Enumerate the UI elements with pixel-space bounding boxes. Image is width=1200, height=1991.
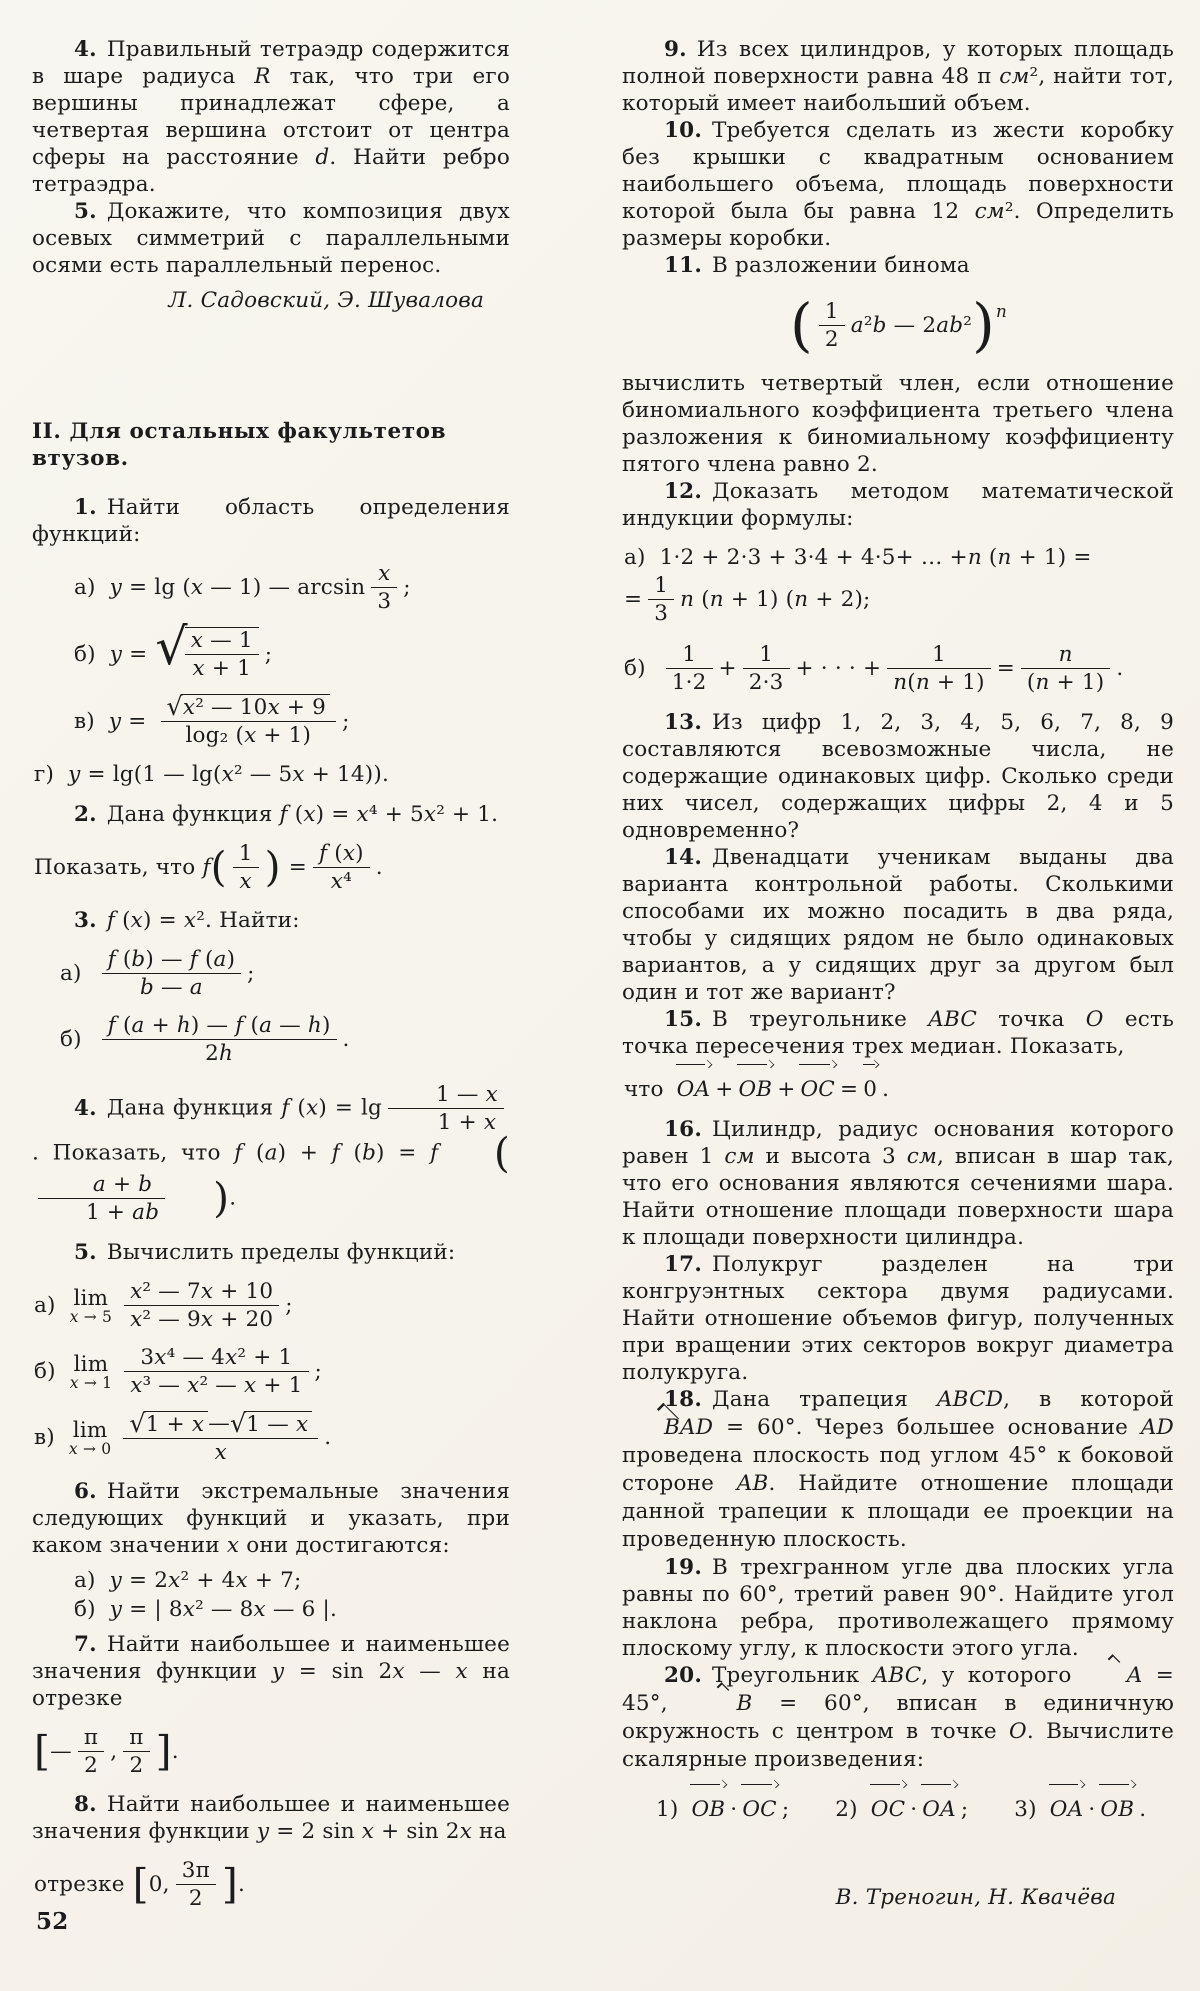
problem-7-minmax <box>32 1631 510 1712</box>
numerator <box>161 691 337 722</box>
fraction <box>233 841 259 894</box>
item-label: г) <box>34 762 55 787</box>
right-bracket: ] <box>155 1726 172 1775</box>
numerator: x² — 7x + 10 <box>124 1279 279 1306</box>
numerator: 1 <box>887 642 990 669</box>
formula-8-interval <box>32 1858 510 1911</box>
denominator: 2 <box>824 327 839 352</box>
item-label: б) <box>60 1027 82 1052</box>
limit-operator <box>70 1285 112 1326</box>
angle-hat-B: B <box>694 1690 752 1718</box>
numerator: π <box>78 1725 104 1752</box>
fraction <box>102 947 242 1000</box>
page-number: 52 <box>36 1908 69 1935</box>
item-label: б) <box>34 1358 56 1384</box>
equals: = <box>996 656 1015 681</box>
denominator: 2h <box>205 1041 234 1066</box>
vector-OB: OB <box>1098 1790 1136 1830</box>
problem-text: В разложении бинома <box>712 253 970 278</box>
problem-number: 4. <box>74 37 97 62</box>
item-label: а) <box>60 961 82 986</box>
problem-text: Двенадцати ученикам выданы два варианта контрольной работы. Сколькими способами их можно посадить в два ряда, чтобы у сидящих рядом не было одинаковых вариантов, а у сидящих друг за другом был один и тот же вариант? <box>622 845 1174 1005</box>
problem-9-cylinders <box>622 36 1174 117</box>
formula-segment: . Показать, что f (a) + f (b) = f <box>32 1140 439 1166</box>
formula-segment: y = | 8x² — 8x — 6 |. <box>109 1596 338 1622</box>
formula-1c <box>32 691 510 748</box>
formula-segment: . <box>238 1871 246 1897</box>
problem-number: 5. <box>74 1239 97 1265</box>
denominator: 2 <box>84 1752 98 1778</box>
formula-segment: ; <box>285 1292 293 1318</box>
problem-19-trihedral <box>622 1554 1174 1662</box>
problem-number: 9. <box>664 37 687 62</box>
plus-sign: + <box>715 1077 734 1102</box>
problem-text: Треугольник ABC, у которого <box>712 1663 1072 1688</box>
semicolon: ; <box>781 1797 790 1822</box>
problem-text: Из всех цилиндров, у которых площадь полной поверхности равна 48 π см², найти тот, который имеет наибольший объем. <box>622 37 1174 116</box>
problem-text: Из цифр 1, 2, 3, 4, 5, 6, 7, 8, 9 составляются всевозможные числа, не содержащие одинаковых цифр. Сколько среди них чисел, содержащих цифры 2, 4 и 5 одновременно? <box>622 710 1174 843</box>
fraction <box>78 1725 104 1778</box>
problem-number: 16. <box>664 1117 703 1142</box>
fraction <box>666 642 713 695</box>
dot-product: · <box>730 1797 738 1822</box>
period: . <box>1139 1797 1147 1822</box>
problem-text: f (x) = x². Найти: <box>106 908 300 933</box>
fraction <box>176 1858 216 1911</box>
lim-word: lim <box>73 1285 109 1311</box>
problem-number: 4. <box>74 1095 97 1121</box>
lim-subscript: x → 5 <box>69 1307 113 1326</box>
numerator: 1 — x <box>388 1082 504 1109</box>
fraction <box>743 642 790 695</box>
right-paren: ) <box>972 291 995 360</box>
problem-number: 7. <box>74 1631 97 1657</box>
formula-segment: . <box>882 1077 890 1102</box>
formula-1g <box>32 761 510 788</box>
radical-sign: √ <box>229 1407 247 1438</box>
numerator: f (a + h) — f (a — h) <box>102 1013 337 1040</box>
lim-word: lim <box>73 1351 109 1377</box>
formula-1b <box>32 617 510 681</box>
problem-18-trapezoid <box>622 1386 1174 1554</box>
denominator: x² — 9x + 20 <box>130 1306 274 1332</box>
problem-number: 1. <box>74 495 97 520</box>
item-label: а) <box>74 1567 96 1593</box>
formula-2-show <box>32 841 510 894</box>
numerator: 1 <box>233 841 259 868</box>
formula-segment: y = <box>108 708 147 734</box>
formula-segment: Дана функция f (x) = lg <box>106 1095 383 1121</box>
problem-text: Найти экстремальные значения следующих функций и указать, при каком значении x они достигаются: <box>32 1478 510 1558</box>
formula-5a <box>32 1279 510 1332</box>
limit-operator <box>69 1417 111 1458</box>
formula-segment: n (n + 1) (n + 2); <box>680 587 871 612</box>
formula-segment: . <box>342 1027 350 1052</box>
problem-text: Дана функция f (x) = x⁴ + 5x² + 1. <box>106 802 499 827</box>
angle-hat-A: A <box>1085 1662 1143 1690</box>
formula-3b <box>32 1013 510 1066</box>
problem-text: Доказать методом математической индукции формулы: <box>622 479 1174 531</box>
left-bracket: [ <box>132 1859 149 1908</box>
lim-subscript: x → 1 <box>69 1373 113 1392</box>
item-label: 2) <box>835 1797 858 1822</box>
numerator <box>123 1407 318 1439</box>
fraction <box>124 1279 279 1332</box>
vector-OA: OA <box>675 1070 713 1110</box>
formula-segment: y = <box>109 641 148 667</box>
denominator: 3 <box>654 601 669 626</box>
formula-12b <box>622 642 1174 695</box>
item-label: а) <box>34 1292 56 1318</box>
problem-number: 5. <box>74 199 97 224</box>
problem-text: = 45°, <box>622 1663 1174 1716</box>
fraction <box>38 1172 165 1225</box>
item-label: б) <box>74 641 96 667</box>
formula-segment: ; <box>247 961 255 986</box>
fraction <box>313 841 370 894</box>
problem-number: 14. <box>664 845 703 870</box>
denominator: 2·3 <box>748 670 784 695</box>
problem-number: 3. <box>74 908 97 933</box>
equals: = <box>624 587 643 612</box>
formula-12a-line2 <box>622 573 1174 626</box>
numerator: 1 <box>666 642 713 669</box>
problem-number: 13. <box>664 710 703 735</box>
plus-sign: + <box>718 656 737 681</box>
problem-text: = 60°. Через большее основание AD проведена плоскость под углом 45° к боковой стороне AB. Найдите отношение площади данной трапеции к площади ее проекции на проведенную плоскость. <box>622 1415 1174 1552</box>
numerator: 1 <box>648 573 674 600</box>
problem-text: Докажите, что композиция двух осевых симметрий с параллельными осями есть параллельный перенос. <box>32 199 510 278</box>
zero: 0, <box>148 1871 170 1897</box>
item-label: в) <box>74 708 95 734</box>
right-paren: ) <box>264 843 281 892</box>
fraction <box>123 1407 318 1465</box>
formula-segment: . <box>171 1738 179 1764</box>
problem-number: 19. <box>664 1555 703 1580</box>
problem-text: В треугольнике ABC точка O есть точка пересечения трех медиан. Показать, <box>622 1007 1174 1059</box>
minus-sign: — <box>50 1738 72 1764</box>
problem-text: Найти область определения функций: <box>32 495 510 547</box>
minus-sign: — <box>208 1410 230 1436</box>
problem-12-induction <box>622 478 1174 532</box>
radical <box>229 1407 312 1438</box>
dot-product: · <box>1088 1797 1096 1822</box>
formula-segment: a²b — 2ab² <box>850 313 973 338</box>
numerator: n <box>1021 642 1110 669</box>
denominator: b — a <box>139 975 203 1000</box>
problem-text: Требуется сделать из жести коробку без крышки с квадратным основанием наибольшего объема, площадь поверхности которой была бы равна 12 см². Определить размеры коробки. <box>622 118 1174 251</box>
right-column <box>622 36 1174 1911</box>
authors-byline-1: Л. Садовский, Э. Шувалова <box>168 288 484 313</box>
denominator: (n + 1) <box>1026 670 1105 695</box>
fraction <box>371 561 397 614</box>
semicolon: ; <box>960 1797 969 1822</box>
denominator: 1·2 <box>671 670 707 695</box>
fraction <box>887 642 990 695</box>
fraction <box>388 1082 504 1135</box>
problem-4-sphere <box>32 36 510 198</box>
numerator: 1 <box>819 299 845 326</box>
lim-word: lim <box>72 1418 108 1444</box>
item-label: в) <box>34 1425 55 1451</box>
authors-byline-2: В. Треногин, Н. Квачёва <box>835 1885 1116 1910</box>
item-label: а) <box>624 545 646 570</box>
problem-16-cylinder-sphere <box>622 1116 1174 1251</box>
problem-number: 12. <box>664 479 703 504</box>
problem-15-medians <box>622 1006 1174 1060</box>
denominator: n(n + 1) <box>893 670 985 695</box>
denominator: x + 1 <box>192 656 251 681</box>
formula-11-binomial <box>622 291 1174 360</box>
formula-segment: y = lg(1 — lg(x² — 5x + 14)). <box>68 762 389 787</box>
radical-sign: √ <box>155 617 188 676</box>
numerator: 3π <box>176 1858 216 1885</box>
problem-text: Найти наибольшее и наименьшее значения функции y = 2 sin x + sin 2x на <box>32 1791 510 1844</box>
numerator: f (x) <box>313 841 370 868</box>
fraction <box>648 573 674 626</box>
left-paren: ( <box>210 843 227 892</box>
formula-1a <box>32 561 510 614</box>
problem-1-domains <box>32 494 510 548</box>
formula-segment: . <box>324 1425 332 1451</box>
fraction <box>102 1013 337 1066</box>
problem-text: Вычислить пределы функций: <box>106 1239 456 1265</box>
formula-segment: . <box>1116 656 1124 681</box>
item-label: б) <box>624 656 646 681</box>
exponent-n: n <box>995 301 1007 321</box>
formula-segment: y = 2x² + 4x + 7; <box>109 1567 302 1593</box>
formula-6a <box>32 1567 510 1594</box>
formula-segment: что <box>624 1077 664 1102</box>
problem-text: В трехгранном угле два плоских угла равны по 60°, третий равен 90°. Найдите угол наклона ребра, противолежащего прямому плоскому углу, к плоскости этого угла. <box>622 1555 1174 1661</box>
radicand: 1 + x <box>144 1411 209 1437</box>
problem-5-symmetry <box>32 198 510 279</box>
problem-number: 2. <box>74 802 97 827</box>
left-bracket: [ <box>34 1726 51 1775</box>
problem-4-lg-function <box>32 1082 510 1225</box>
formula-5c <box>32 1407 510 1465</box>
radical <box>166 691 331 721</box>
formula-segment: отрезке <box>34 1871 125 1897</box>
formula-6b <box>32 1596 510 1623</box>
formula-segment: ; <box>314 1358 322 1384</box>
numerator: f (b) — f (a) <box>102 947 242 974</box>
angle-hat-BAD: BAD <box>622 1414 713 1442</box>
formula-segment: 1·2 + 2·3 + 3·4 + 4·5+ … +n (n + 1) = <box>659 545 1092 570</box>
denominator: 2 <box>129 1752 144 1778</box>
denominator: 3 <box>377 589 392 614</box>
lim-subscript: x → 0 <box>68 1440 112 1459</box>
problem-10-box <box>622 117 1174 252</box>
problem-text: Найти наибольшее и наименьшее значения функции y = sin 2x — x на отрезке <box>32 1631 510 1711</box>
problem-text: Цилиндр, радиус основания которого равен 1 см и высота 3 см, вписан в шар так, что его основания являются сечениями шара. Найти отношение площади поверхности шара к площади поверхности цилиндра. <box>622 1117 1174 1250</box>
radical-sign: √ <box>129 1407 146 1438</box>
numerator: 1 <box>743 642 790 669</box>
vector-OC: OC <box>740 1790 778 1830</box>
right-paren: ) <box>213 1173 230 1222</box>
comma: , <box>110 1738 118 1764</box>
numerator: a + b <box>38 1172 165 1199</box>
problem-text: = 60°, вписан в единичную окружность с центром в точке O. Вычислите скалярные произведения: <box>622 1691 1174 1772</box>
problem-number: 10. <box>664 118 703 143</box>
formula-segment: y = lg (x — 1) — arcsin <box>109 575 366 600</box>
section-heading: II. Для остальных факультетов втузов. <box>32 419 447 471</box>
problem-5-limits <box>32 1239 510 1266</box>
dot-product: · <box>910 1797 918 1822</box>
formula-segment: ; <box>264 641 273 667</box>
item-label: б) <box>74 1596 96 1622</box>
radical <box>155 617 264 681</box>
radical <box>129 1407 208 1438</box>
problem-17-semicircle <box>622 1251 1174 1386</box>
problem-number: 20. <box>664 1663 703 1688</box>
problem-8-minmax <box>32 1791 510 1845</box>
formula-20-products <box>622 1790 1174 1830</box>
problem-14-students <box>622 844 1174 1006</box>
denominator: 1 + ab <box>86 1199 160 1225</box>
item-label: а) <box>74 575 96 600</box>
fraction <box>185 627 259 681</box>
vector-OA: OA <box>920 1790 958 1830</box>
vector-OA: OA <box>1048 1790 1086 1830</box>
problem-number: 15. <box>664 1007 703 1032</box>
radical-sign: √ <box>166 691 183 721</box>
denominator: log₂ (x + 1) <box>185 723 312 748</box>
equals: = <box>288 855 308 880</box>
item-label: 3) <box>1014 1797 1037 1822</box>
formula-segment: . <box>229 1185 237 1211</box>
formula-15-vectors <box>622 1070 1174 1110</box>
formula-3a <box>32 947 510 1000</box>
left-column <box>32 36 510 1924</box>
formula-5b <box>32 1345 510 1398</box>
problem-text: Правильный тетраэдр содержится в шаре радиуса R так, что три его вершины принадлежат сфере, а четвертая вершина отстоит от центра сферы на расстояние d. Найти ребро тетраэдра. <box>32 37 510 197</box>
limit-operator <box>70 1351 112 1392</box>
formula-7-interval <box>32 1725 510 1778</box>
right-bracket: ] <box>221 1859 239 1908</box>
formula-segment: Показать, что f <box>34 855 211 880</box>
dots: + · · · + <box>795 656 882 681</box>
denominator: x³ — x² — x + 1 <box>130 1372 303 1398</box>
denominator: 1 + x <box>437 1110 497 1135</box>
vector-OB: OB <box>689 1790 727 1830</box>
numerator: x — 1 <box>185 628 259 655</box>
problem-number: 18. <box>664 1387 703 1412</box>
problem-number: 6. <box>74 1478 97 1504</box>
plus-sign: + <box>777 1077 796 1102</box>
problem-text: Полукруг разделен на три конгруэнтных сектора двумя радиусами. Найти отношение объемов фигур, полученных при вращении этих секторов вокруг диаметра полукруга. <box>622 1252 1174 1385</box>
numerator: 3x⁴ — 4x² + 1 <box>124 1345 308 1372</box>
problem-11-continuation: вычислить четвертый член, если отношение биномиального коэффициента третьего члена разложения к биномиальному коэффициенту пятого члена равно 2. <box>622 371 1174 477</box>
radicand: 1 — x <box>244 1411 312 1437</box>
problem-number: 11. <box>664 253 703 278</box>
formula-segment: ; <box>403 575 411 600</box>
fraction <box>819 299 845 352</box>
vector-OB: OB <box>736 1070 774 1110</box>
problem-number: 17. <box>664 1252 703 1277</box>
denominator: x⁴ <box>330 869 352 894</box>
problem-11-binomial <box>622 252 1174 279</box>
fraction <box>1021 642 1110 695</box>
left-paren: ( <box>790 291 813 360</box>
numerator: x <box>371 561 397 588</box>
formula-12a-line1 <box>622 544 1174 571</box>
radicand: x² — 10x + 9 <box>181 694 330 720</box>
fraction <box>161 691 337 748</box>
denominator: 2 <box>188 1885 203 1911</box>
item-label: 1) <box>656 1797 679 1822</box>
fraction <box>123 1725 149 1778</box>
problem-13-digits <box>622 709 1174 844</box>
problem-2-function <box>32 801 510 828</box>
problem-text: Дана трапеция ABCD, в которой <box>712 1387 1174 1412</box>
fraction <box>124 1345 308 1398</box>
equals: = <box>839 1077 859 1102</box>
numerator: π <box>123 1725 149 1752</box>
left-paren: ( <box>493 1129 510 1177</box>
problem-6-extrema <box>32 1478 510 1559</box>
formula-segment: ; <box>342 708 350 734</box>
vector-OC: OC <box>869 1790 907 1830</box>
vector-OC: OC <box>798 1070 836 1110</box>
problem-3-function <box>32 907 510 934</box>
problem-number: 8. <box>74 1791 97 1817</box>
denominator: x <box>214 1439 227 1465</box>
denominator: x <box>239 869 252 894</box>
vector-zero: 0 <box>861 1070 879 1110</box>
formula-segment: . <box>375 855 383 880</box>
problem-20-triangle <box>622 1662 1174 1774</box>
